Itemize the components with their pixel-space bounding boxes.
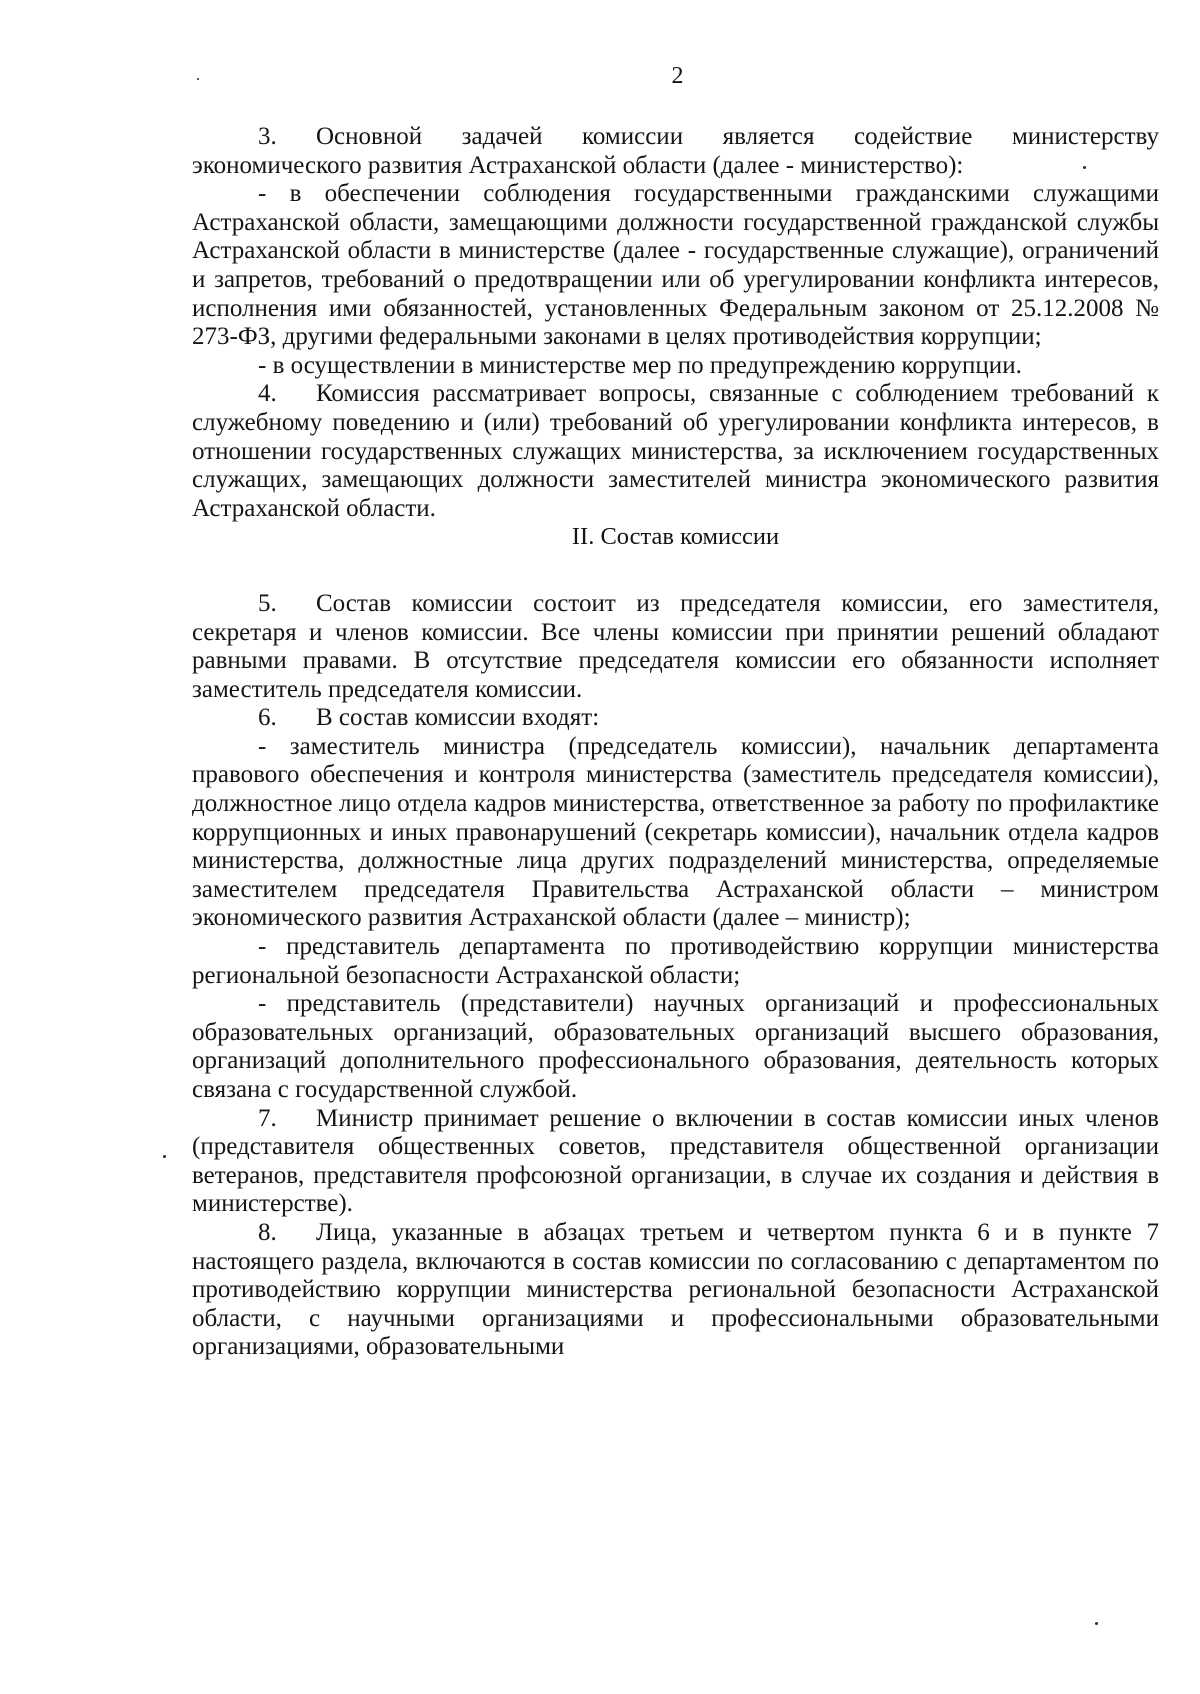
paragraph-text: В состав комиссии входят: [316, 704, 600, 732]
section-heading: II. Состав комиссии [571, 523, 780, 551]
numbered-paragraph [192, 1219, 1159, 1362]
page-number: 2 [671, 63, 684, 89]
paragraph [192, 733, 1159, 933]
paragraph-number: 6. [258, 704, 277, 732]
scan-speck [197, 78, 199, 80]
paragraph-text: - представитель (представители) научных организаций и профессиональных образовательных организаций, образовательных организаций высшего образования, организаций дополнительного профессионального образования, деятельность которых связана с государственной службой. [192, 990, 1159, 1103]
numbered-paragraph [192, 380, 1159, 523]
scan-speck [163, 1155, 166, 1158]
scan-speck [1095, 1622, 1098, 1625]
paragraph [192, 352, 1159, 381]
paragraph-number: 5. [258, 589, 277, 617]
paragraph-text: Основной задачей комиссии является содействие министерству экономического развития Астраханской области (далее - министерство): [192, 123, 1159, 179]
paragraph-text: Комиссия рассматривает вопросы, связанные с соблюдением требований к служебному поведению и (или) требований об урегулировании конфликта интересов, в отношении государственных служащих министерства, за исключением государственных служащих, замещающих должности заместителей министра экономического развития Астраханской области. [192, 380, 1159, 522]
numbered-paragraph [192, 123, 1159, 180]
paragraph-number: 8. [258, 1218, 277, 1246]
numbered-paragraph [192, 590, 1159, 704]
numbered-paragraph [192, 1105, 1159, 1219]
paragraph-number: 4. [258, 380, 277, 408]
paragraph-text: - в обеспечении соблюдения государственными гражданскими служащими Астраханской области, замещающими должности государственной гражданской службы Астраханской области в министерстве (далее - государственные служащие), ограничений и запретов, требований о предотвращении или об урегулировании конфликта интересов, исполнения ими обязанностей, установленных Федеральным законом от 25.12.2008 № 273-ФЗ, другими федеральными законами в целях противодействия коррупции; [192, 180, 1159, 351]
section-two [192, 590, 1159, 1362]
paragraph [192, 990, 1159, 1104]
paragraph-number: 3. [258, 123, 277, 150]
numbered-paragraph [192, 704, 1159, 733]
paragraph-text: Состав комиссии состоит из председателя комиссии, его заместителя, секретаря и членов комиссии. Все члены комиссии при принятии решений обладают равными правами. В отсутствие председателя комиссии его обязанности исполняет заместитель председателя комиссии. [192, 589, 1159, 703]
paragraph [192, 933, 1159, 990]
paragraph-text: - заместитель министра (председатель комиссии), начальник департамента правового обеспечения и контроля министерства (заместитель председателя комиссии), должностное лицо отдела кадров министерства, ответственное за работу по профилактике коррупционных и иных правонарушений (секретарь комиссии), начальник отдела кадров министерства, должностные лица других подразделений министерства, определяемые заместителем председателя Правительства Астраханской области – министром экономического развития Астраханской области (далее – министр); [192, 732, 1159, 932]
paragraph-text: Лица, указанные в абзацах третьем и четвертом пункта 6 и в пункте 7 настоящего раздела, включаются в состав комиссии по согласованию с департаментом по противодействию коррупции министерства региональной безопасности Астраханской области, с научными организациями и профессиональными образовательными организациями, образовательными [192, 1218, 1159, 1361]
paragraph [192, 180, 1159, 352]
paragraph-text: - представитель департамента по противодействию коррупции министерства региональной безопасности Астраханской области; [192, 933, 1159, 989]
paragraph-number: 7. [258, 1104, 277, 1132]
scan-speck [1083, 166, 1086, 169]
document-body [192, 123, 1159, 1362]
paragraph-text: - в осуществлении в министерстве мер по предупреждению коррупции. [258, 351, 1022, 379]
paragraph-text: Министр принимает решение о включении в состав комиссии иных членов (представителя общественных советов, представителя общественной организации ветеранов, представителя профсоюзной организации, в случае их создания и действия в министерстве). [192, 1104, 1159, 1218]
section-one-continued [192, 123, 1159, 523]
